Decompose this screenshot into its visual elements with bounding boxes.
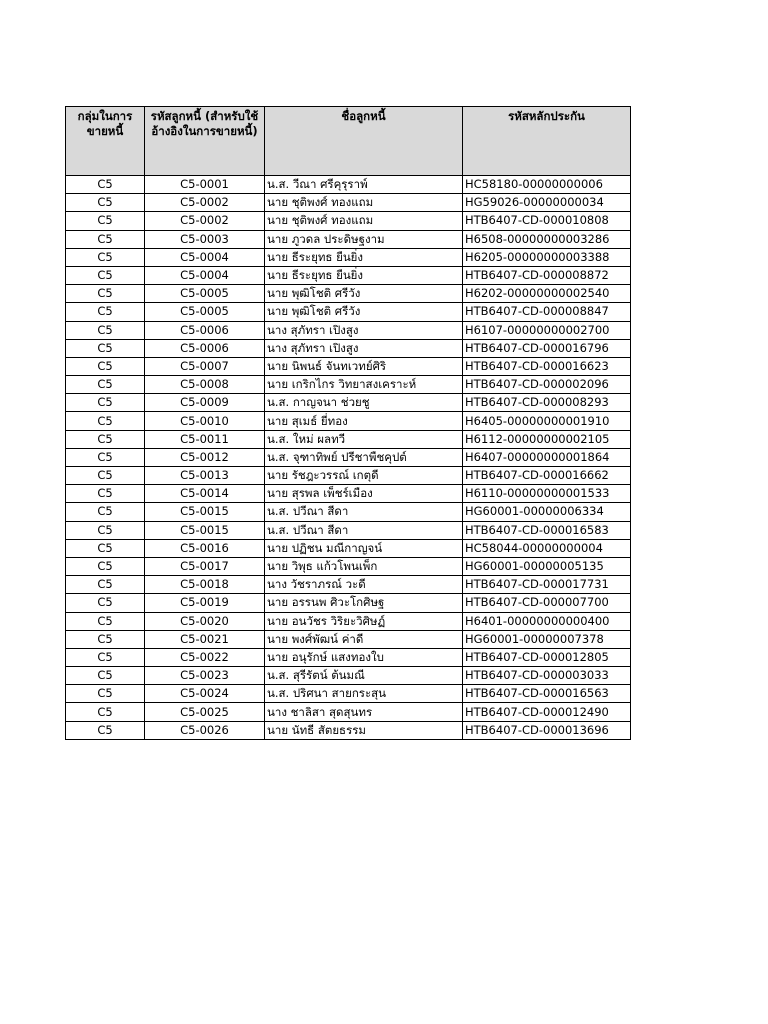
table-row [66,339,631,357]
collateral-code-cell: H6110-00000000001533 [463,485,631,503]
debtor-name-cell: นาง สุภัทรา เปิงสูง [265,339,463,357]
collateral-code-cell: HTB6407-CD-000016563 [463,685,631,703]
debtor-name-cell: นาย นัทธี สัตยธรรม [265,721,463,739]
collateral-code-cell: HTB6407-CD-000016623 [463,357,631,375]
table-body [66,176,631,740]
debtor-code-cell: C5-0019 [145,594,265,612]
debtor-name-cell: น.ส. สุรีรัตน์ ต้นมณี [265,667,463,685]
collateral-code-cell: H6205-00000000003388 [463,248,631,266]
debtor-code-cell: C5-0012 [145,448,265,466]
debtor-name-cell: น.ส. จุฑาทิพย์ ปรีชาพืชคุปต์ [265,448,463,466]
sale-group-cell: C5 [66,394,145,412]
sale-group-cell: C5 [66,412,145,430]
collateral-code-cell: HTB6407-CD-000013696 [463,721,631,739]
table-row [66,721,631,739]
sale-group-cell: C5 [66,685,145,703]
sale-group-cell: C5 [66,648,145,666]
debtor-code-cell: C5-0023 [145,667,265,685]
debtor-code-cell: C5-0020 [145,612,265,630]
table-row [66,285,631,303]
debtor-name-cell: นาย อนุรักษ์ แสงทองใบ [265,648,463,666]
collateral-code-cell: HTB6407-CD-000007700 [463,594,631,612]
debtor-code-cell: C5-0011 [145,430,265,448]
sale-group-cell: C5 [66,721,145,739]
collateral-code-cell: HTB6407-CD-000016796 [463,339,631,357]
collateral-code-cell: H6107-00000000002700 [463,321,631,339]
collateral-code-cell: HTB6407-CD-000016662 [463,467,631,485]
debtor-name-cell: นาย เกริกไกร วิทยาสงเคราะห์ [265,376,463,394]
debtor-code-cell: C5-0005 [145,303,265,321]
sale-group-cell: C5 [66,339,145,357]
debtor-code-cell: C5-0007 [145,357,265,375]
debtor-name-cell: นาง วัชราภรณ์ วะดี [265,576,463,594]
collateral-code-cell: HTB6407-CD-000012805 [463,648,631,666]
debtor-code-cell: C5-0022 [145,648,265,666]
table-row [66,321,631,339]
collateral-code-cell: HTB6407-CD-000003033 [463,667,631,685]
debtor-name-cell: นาย ชุติพงศ์ ทองแถม [265,212,463,230]
sale-group-cell: C5 [66,667,145,685]
table-row [66,357,631,375]
table-row [66,448,631,466]
sale-group-cell: C5 [66,485,145,503]
collateral-code-cell: HTB6407-CD-000002096 [463,376,631,394]
collateral-code-cell: HTB6407-CD-000010808 [463,212,631,230]
sale-group-cell: C5 [66,557,145,575]
debtor-name-cell: นาย ภูวดล ประดิษฐงาม [265,230,463,248]
debtor-code-cell: C5-0002 [145,212,265,230]
table-row [66,376,631,394]
debtor-name-cell: นาย อรรนพ ศิวะโกศิษฐ [265,594,463,612]
table-row [66,467,631,485]
debtor-name-cell: นาย สุเมธ์ ยี่ทอง [265,412,463,430]
sale-group-cell: C5 [66,248,145,266]
table-row [66,266,631,284]
debtor-name-cell: นาย ธีระยุทธ ยืนยิ่ง [265,248,463,266]
table-row [66,194,631,212]
debtor-name-cell: นาย สุรพล เพ็ชร์เมือง [265,485,463,503]
debtor-name-cell: น.ส. วีณา ศรีคุรุราพ์ [265,176,463,194]
sale-group-cell: C5 [66,194,145,212]
table-row [66,412,631,430]
debtor-name-cell: นาย พุฒิโชติ ศรีวัง [265,303,463,321]
debtor-name-cell: นาย รัชฎะวรรณ์ เกตุดี [265,467,463,485]
sale-group-cell: C5 [66,376,145,394]
debtor-code-cell: C5-0003 [145,230,265,248]
debtor-code-cell: C5-0016 [145,539,265,557]
debtor-name-cell: นาย พงศ์พัฒน์ ค่าดี [265,630,463,648]
debtor-name-cell: น.ส. กาญจนา ช่วยชู [265,394,463,412]
collateral-code-cell: HTB6407-CD-000012490 [463,703,631,721]
sale-group-cell: C5 [66,467,145,485]
debt-sale-table [65,106,631,740]
collateral-code-cell: HC58180-00000000006 [463,176,631,194]
debtor-code-cell: C5-0006 [145,339,265,357]
collateral-code-cell: HG60001-00000006334 [463,503,631,521]
debtor-code-cell: C5-0013 [145,467,265,485]
sale-group-cell: C5 [66,630,145,648]
debtor-name-cell: นาย นิพนธ์ จันทเวทย์ศิริ [265,357,463,375]
sale-group-cell: C5 [66,594,145,612]
table-row [66,430,631,448]
table-row [66,703,631,721]
header-sale-group: กลุ่มในการขายหนี้ [66,107,145,176]
debtor-code-cell: C5-0026 [145,721,265,739]
debtor-code-cell: C5-0018 [145,576,265,594]
debtor-code-cell: C5-0004 [145,266,265,284]
collateral-code-cell: H6508-00000000003286 [463,230,631,248]
header-row [66,107,631,176]
debtor-code-cell: C5-0006 [145,321,265,339]
table-row [66,521,631,539]
table-header [66,107,631,176]
collateral-code-cell: HTB6407-CD-000016583 [463,521,631,539]
sale-group-cell: C5 [66,266,145,284]
table-row [66,576,631,594]
table-row [66,394,631,412]
debtor-code-cell: C5-0017 [145,557,265,575]
debtor-name-cell: นาง สุภัทรา เปิงสูง [265,321,463,339]
debtor-name-cell: นาย ธีระยุทธ ยืนยิ่ง [265,266,463,284]
debtor-code-cell: C5-0005 [145,285,265,303]
table-row [66,485,631,503]
sale-group-cell: C5 [66,230,145,248]
table-row [66,303,631,321]
debtor-name-cell: น.ส. ปริศนา สายกระสุน [265,685,463,703]
sale-group-cell: C5 [66,576,145,594]
debtor-code-cell: C5-0009 [145,394,265,412]
debtor-name-cell: นาย วิพุธ แก้วโพนเพ็ก [265,557,463,575]
collateral-code-cell: HTB6407-CD-000008847 [463,303,631,321]
collateral-code-cell: HTB6407-CD-000008872 [463,266,631,284]
table-row [66,594,631,612]
collateral-code-cell: HG60001-00000007378 [463,630,631,648]
collateral-code-cell: HTB6407-CD-000008293 [463,394,631,412]
sale-group-cell: C5 [66,321,145,339]
debtor-code-cell: C5-0024 [145,685,265,703]
collateral-code-cell: HTB6407-CD-000017731 [463,576,631,594]
debtor-name-cell: นาย ปฏิชน มณีกาญจน์ [265,539,463,557]
table-row [66,648,631,666]
debtor-code-cell: C5-0004 [145,248,265,266]
debtor-name-cell: น.ส. ปวีณา สีดา [265,521,463,539]
sale-group-cell: C5 [66,539,145,557]
table-row [66,685,631,703]
header-debtor-name: ชื่อลูกหนี้ [265,107,463,176]
collateral-code-cell: HG59026-00000000034 [463,194,631,212]
collateral-code-cell: HG60001-00000005135 [463,557,631,575]
sale-group-cell: C5 [66,176,145,194]
table-row [66,176,631,194]
debtor-code-cell: C5-0008 [145,376,265,394]
sale-group-cell: C5 [66,612,145,630]
header-collateral-code: รหัสหลักประกัน [463,107,631,176]
debtor-code-cell: C5-0021 [145,630,265,648]
debtor-name-cell: นาย อนวัชร วิริยะวิศิษฏ์ [265,612,463,630]
sale-group-cell: C5 [66,357,145,375]
debtor-code-cell: C5-0014 [145,485,265,503]
collateral-code-cell: H6202-00000000002540 [463,285,631,303]
sale-group-cell: C5 [66,430,145,448]
table-row [66,667,631,685]
debtor-code-cell: C5-0010 [145,412,265,430]
sale-group-cell: C5 [66,503,145,521]
collateral-code-cell: H6112-00000000002105 [463,430,631,448]
debtor-code-cell: C5-0015 [145,521,265,539]
sale-group-cell: C5 [66,303,145,321]
debtor-code-cell: C5-0015 [145,503,265,521]
debtor-name-cell: นาย พุฒิโชติ ศรีวัง [265,285,463,303]
table-row [66,539,631,557]
debtor-name-cell: น.ส. ปวีณา สีดา [265,503,463,521]
collateral-code-cell: H6401-00000000000400 [463,612,631,630]
table-row [66,612,631,630]
table-row [66,557,631,575]
debtor-code-cell: C5-0001 [145,176,265,194]
debtor-code-cell: C5-0002 [145,194,265,212]
sale-group-cell: C5 [66,285,145,303]
table-row [66,230,631,248]
sale-group-cell: C5 [66,521,145,539]
debtor-name-cell: น.ส. ใหม่ ผลทวี [265,430,463,448]
table-row [66,630,631,648]
collateral-code-cell: H6407-00000000001864 [463,448,631,466]
header-debtor-code: รหัสลูกหนี้ (สำหรับใช้อ้างอิงในการขายหนี้) [145,107,265,176]
sale-group-cell: C5 [66,703,145,721]
table-row [66,503,631,521]
collateral-code-cell: HC58044-00000000004 [463,539,631,557]
collateral-code-cell: H6405-00000000001910 [463,412,631,430]
debtor-name-cell: นาง ชาลิสา สุดสุนทร [265,703,463,721]
sale-group-cell: C5 [66,212,145,230]
debtor-code-cell: C5-0025 [145,703,265,721]
debtor-name-cell: นาย ชุติพงศ์ ทองแถม [265,194,463,212]
sale-group-cell: C5 [66,448,145,466]
table-row [66,212,631,230]
table-row [66,248,631,266]
